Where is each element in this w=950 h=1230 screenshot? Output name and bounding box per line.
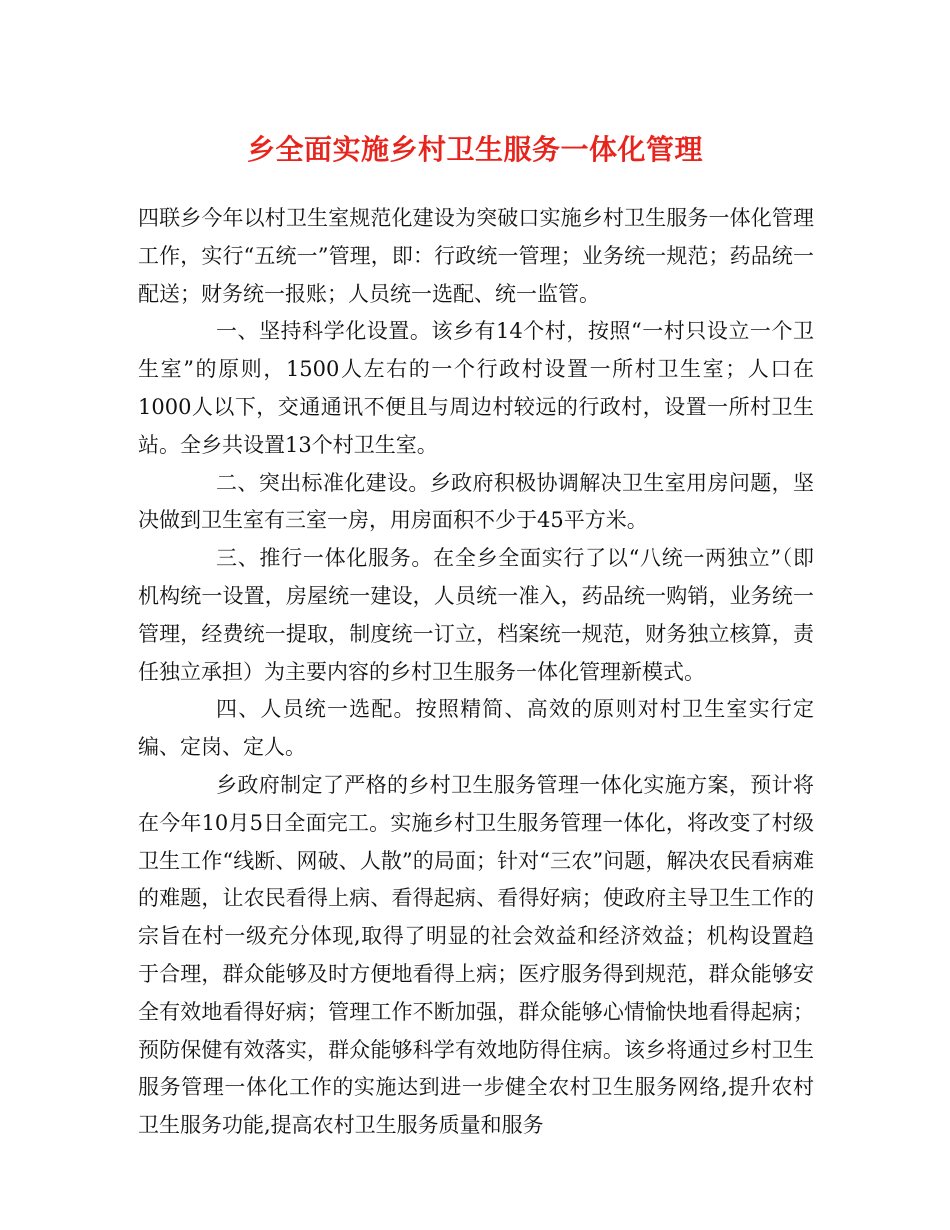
paragraph-section-2: 二、突出标准化建设。乡政府积极协调解决卫生室用房问题，坚决做到卫生室有三室一房，用房面积不少于45平方米。 bbox=[138, 470, 814, 533]
paragraph-section-1: 一、坚持科学化设置。该乡有14个村，按照“一村只设立一个卫生室”的原则，1500人左右的一个行政村设置一所村卫生室；人口在1000人以下，交通通讯不便且与周边村较远的行政村，设置一所村卫生站。全乡共设置13个村卫生室。 bbox=[138, 319, 814, 457]
paragraph-conclusion: 乡政府制定了严格的乡村卫生服务管理一体化实施方案，预计将在今年10月5日全面完工。实施乡村卫生服务管理一体化，将改变了村级卫生工作“线断、网破、人散”的局面；针对“三农”问题，解决农民看病难的难题，让农民看得上病、看得起病、看得好病；使政府主导卫生工作的宗旨在村一级充分体现,取得了明显的社会效益和经济效益；机构设置趋于合理，群众能够及时方便地看得上病；医疗服务得到规范，群众能够安全有效地看得好病；管理工作不断加强，群众能够心情愉快地看得起病；预防保健有效落实，群众能够科学有效地防得住病。该乡将通过乡村卫生服务管理一体化工作的实施达到进一步健全农村卫生服务网络,提升农村卫生服务功能,提高农村卫生服务质量和服务 bbox=[138, 772, 814, 1138]
paragraph-section-4: 四、人员统一选配。按照精简、高效的原则对村卫生室实行定编、定岗、定人。 bbox=[138, 697, 814, 760]
paragraph-section-3: 三、推行一体化服务。在全乡全面实行了以“八统一两独立”（即机构统一设置，房屋统一建设，人员统一准入，药品统一购销，业务统一管理，经费统一提取，制度统一订立，档案统一规范，财务独立核算，责任独立承担）为主要内容的乡村卫生服务一体化管理新模式。 bbox=[138, 546, 814, 684]
document-body bbox=[138, 200, 814, 1145]
paragraph-intro: 四联乡今年以村卫生室规范化建设为突破口实施乡村卫生服务一体化管理工作，实行“五统一”管理，即：行政统一管理；业务统一规范；药品统一配送；财务统一报账；人员统一选配、统一监管。 bbox=[138, 206, 814, 306]
document-title: 乡全面实施乡村卫生服务一体化管理 bbox=[246, 133, 703, 166]
